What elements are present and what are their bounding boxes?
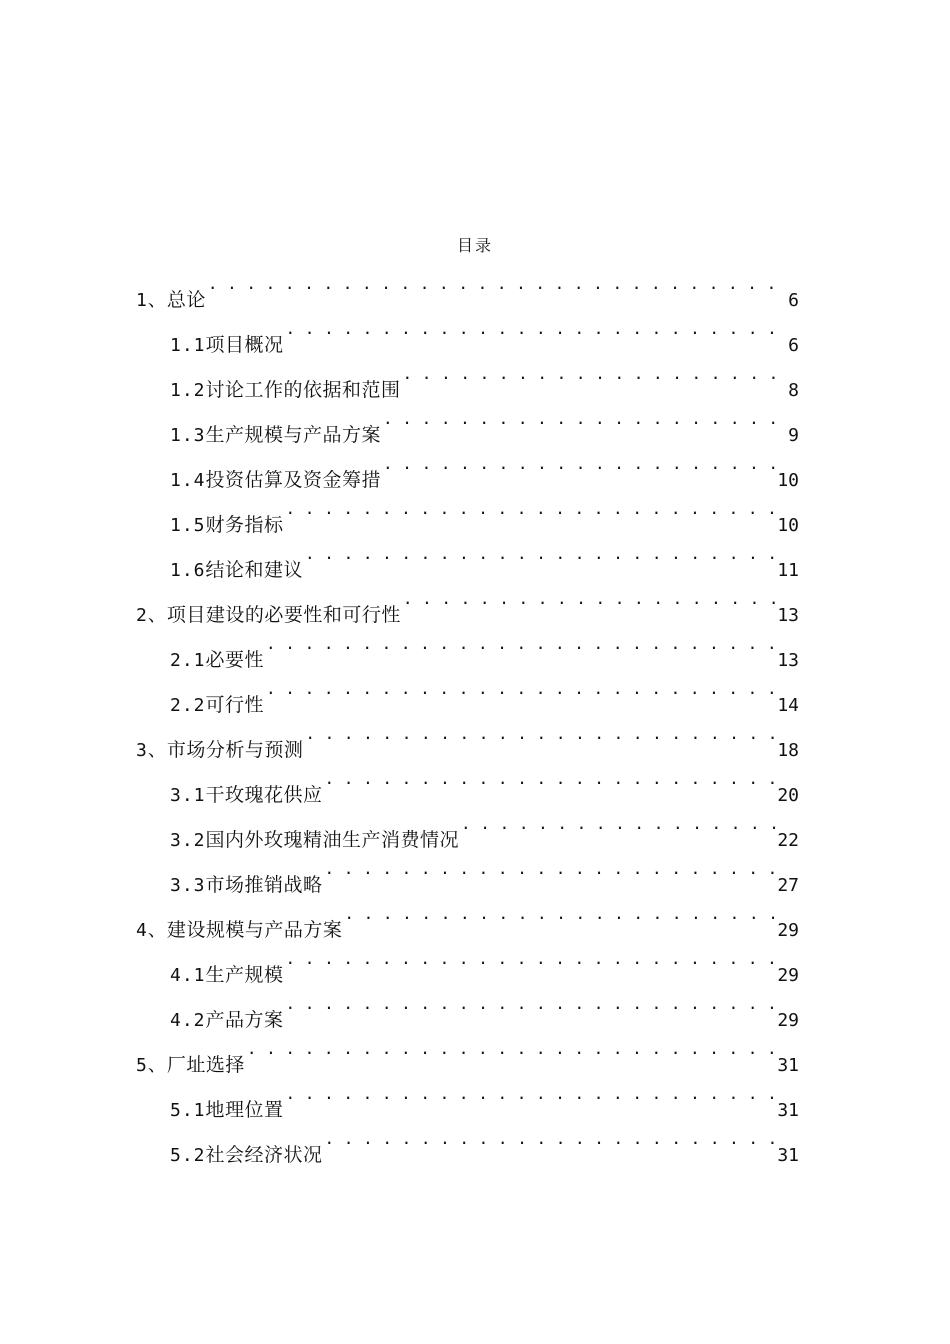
toc-entry-title: 社会经济状况	[205, 1144, 323, 1166]
toc-entry-page: 14	[777, 695, 799, 716]
toc-entry[interactable]	[170, 756, 799, 806]
toc-entry-title: 生产规模与产品方案	[205, 424, 382, 446]
toc-dot-leader	[403, 576, 775, 621]
toc-entry-number: 3.2	[170, 830, 206, 851]
toc-dot-leader	[403, 351, 787, 396]
toc-dot-leader	[286, 1071, 776, 1116]
toc-entry[interactable]	[136, 711, 799, 761]
toc-dot-leader	[325, 846, 776, 891]
toc-entry-title: 生产规模	[205, 964, 284, 986]
toc-entry-page: 29	[777, 1010, 799, 1031]
toc-entry-number: 1.4	[170, 470, 206, 491]
toc-entry[interactable]	[170, 801, 799, 851]
toc-entry[interactable]	[170, 441, 799, 491]
toc-entry-number: 4.1	[170, 965, 206, 986]
toc-entry[interactable]	[170, 486, 799, 536]
toc-entry-number: 1.2	[170, 380, 206, 401]
toc-entry-title: 市场推销战略	[205, 874, 323, 896]
toc-entry-number: 4、	[136, 920, 167, 941]
toc-entry-page: 31	[777, 1145, 799, 1166]
toc-entry[interactable]	[136, 576, 799, 626]
toc-entry-number: 1.6	[170, 560, 206, 581]
toc-entry-number: 3.1	[170, 785, 206, 806]
toc-entry[interactable]	[136, 261, 799, 311]
toc-entry-page: 29	[777, 965, 799, 986]
toc-dot-leader	[266, 666, 775, 711]
toc-entry-title: 讨论工作的依据和范围	[205, 379, 401, 401]
toc-entry-number: 1.5	[170, 515, 206, 536]
toc-dot-leader	[286, 306, 787, 351]
toc-entry-number: 3、	[136, 740, 167, 761]
toc-entry-title: 市场分析与预测	[166, 739, 304, 761]
toc-entry-page: 27	[777, 875, 799, 896]
toc-entry-page: 13	[777, 650, 799, 671]
toc-dot-leader	[383, 396, 786, 441]
toc-dot-leader	[325, 1116, 776, 1161]
toc-entry-page: 29	[777, 920, 799, 941]
toc-entry-title: 可行性	[205, 694, 265, 716]
toc-entry[interactable]	[170, 351, 799, 401]
toc-entry-page: 11	[777, 560, 799, 581]
toc-entry-title: 项目建设的必要性和可行性	[166, 604, 401, 626]
toc-entry-page: 22	[777, 830, 799, 851]
toc-entry-page: 10	[777, 515, 799, 536]
toc-entry-title: 国内外玫瑰精油生产消费情况	[205, 829, 460, 851]
toc-entry[interactable]	[170, 621, 799, 671]
toc-entry[interactable]	[170, 531, 799, 581]
toc-entry-number: 2.1	[170, 650, 206, 671]
toc-entry-page: 13	[777, 605, 799, 626]
toc-dot-leader	[461, 801, 775, 846]
toc-dot-leader	[286, 981, 776, 1026]
toc-entry-number: 5.2	[170, 1145, 206, 1166]
toc-entry-page: 8	[788, 380, 799, 401]
toc-entry[interactable]	[170, 846, 799, 896]
toc-entry-page: 6	[788, 290, 799, 311]
toc-entry-number: 1、	[136, 290, 167, 311]
toc-entry-number: 5、	[136, 1055, 167, 1076]
toc-dot-leader	[383, 441, 775, 486]
toc-entry[interactable]	[136, 1026, 799, 1076]
toc-entry[interactable]	[170, 306, 799, 356]
toc-dot-leader	[286, 486, 776, 531]
toc-entry-title: 结论和建议	[205, 559, 304, 581]
toc-entry-page: 31	[777, 1100, 799, 1121]
toc-dot-leader	[325, 756, 776, 801]
toc-entry-number: 1.1	[170, 335, 206, 356]
toc-entry-number: 2.2	[170, 695, 206, 716]
toc-entry[interactable]	[170, 666, 799, 716]
toc-dot-leader	[305, 531, 775, 576]
toc-entry-number: 2、	[136, 605, 167, 626]
toc-entry-title: 总论	[166, 289, 206, 311]
toc-entry[interactable]	[170, 1116, 799, 1166]
toc-entry-page: 31	[777, 1055, 799, 1076]
toc-entry-page: 18	[777, 740, 799, 761]
toc-dot-leader	[266, 621, 775, 666]
toc-entry-number: 5.1	[170, 1100, 206, 1121]
toc-entry-title: 建设规模与产品方案	[166, 919, 343, 941]
toc-entry-title: 地理位置	[205, 1099, 284, 1121]
toc-entry[interactable]	[170, 936, 799, 986]
toc-entry-page: 9	[788, 425, 799, 446]
toc-title: 目录	[456, 236, 493, 255]
toc-entry-page: 6	[788, 335, 799, 356]
toc-entry-title: 项目概况	[205, 334, 284, 356]
toc-entry-title: 厂址选择	[166, 1054, 245, 1076]
toc-entry-title: 财务指标	[205, 514, 284, 536]
toc-entry-title: 投资估算及资金筹措	[205, 469, 382, 491]
toc-dot-leader	[344, 891, 775, 936]
toc-entry-title: 必要性	[205, 649, 265, 671]
toc-dot-leader	[305, 711, 775, 756]
toc-entry-number: 3.3	[170, 875, 206, 896]
toc-dot-leader	[286, 936, 776, 981]
toc-entry-title: 干玫瑰花供应	[205, 784, 323, 806]
toc-entry[interactable]	[170, 981, 799, 1031]
toc-entry-number: 4.2	[170, 1010, 206, 1031]
toc-entry-title: 产品方案	[205, 1009, 284, 1031]
toc-dot-leader	[247, 1026, 775, 1071]
toc-entry[interactable]	[170, 396, 799, 446]
toc-entry[interactable]	[170, 1071, 799, 1121]
toc-dot-leader	[208, 261, 786, 306]
toc-entry[interactable]	[136, 891, 799, 941]
toc-entry-page: 10	[777, 470, 799, 491]
toc-entry-number: 1.3	[170, 425, 206, 446]
toc-entry-page: 20	[777, 785, 799, 806]
